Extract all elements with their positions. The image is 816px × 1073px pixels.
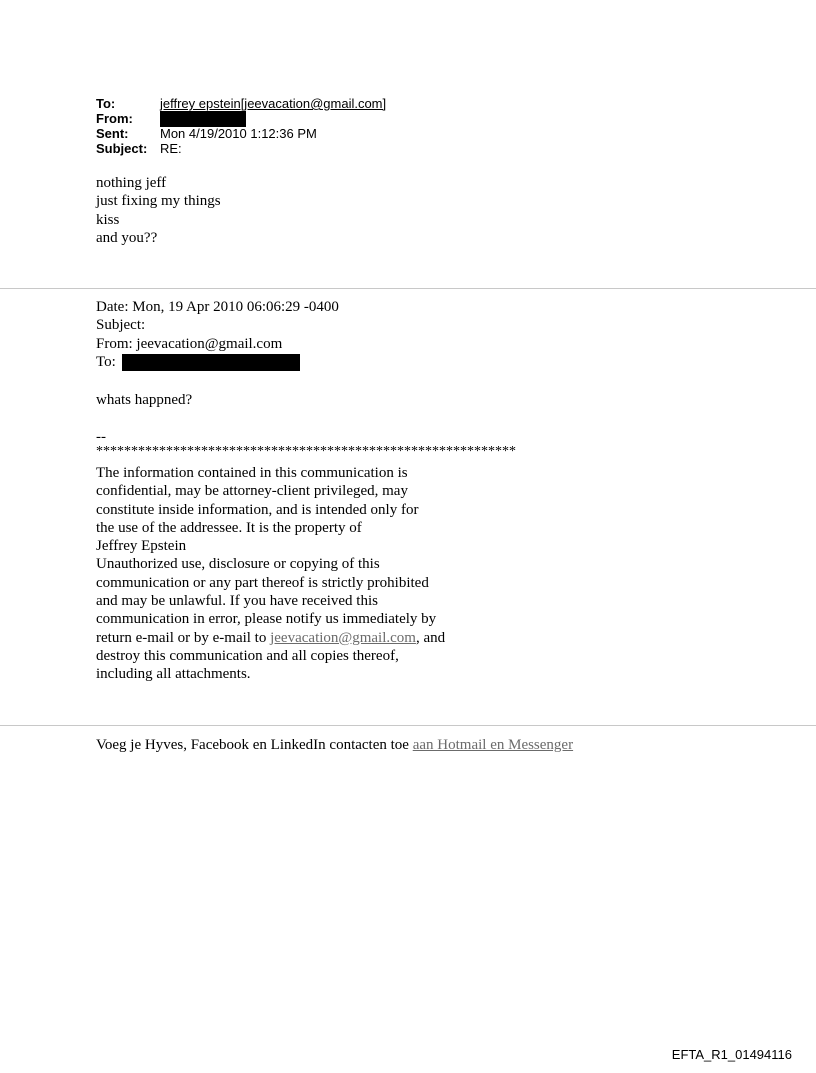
reply-line: just fixing my things	[96, 193, 221, 210]
reply-line: kiss	[96, 211, 120, 228]
disclaimer-line: Unauthorized use, disclosure or copying of this	[96, 556, 380, 573]
divider-bottom	[0, 725, 816, 726]
subject-value: RE:	[160, 141, 182, 156]
document-id: EFTA_R1_01494116	[671, 1047, 792, 1062]
reply-line: and you??	[96, 229, 158, 246]
signature-dashes: --	[96, 429, 106, 445]
sent-value: Mon 4/19/2010 1:12:36 PM	[160, 126, 317, 141]
promo-link[interactable]: aan Hotmail en Messenger	[412, 737, 574, 753]
disclaimer-line: communication in error, please notify us immediately by	[96, 611, 437, 628]
to-redaction	[122, 354, 300, 371]
quoted-message: whats happned?	[96, 392, 193, 408]
disclaimer-line: and may be unlawful. If you have received this	[96, 593, 378, 610]
disclaimer	[96, 464, 445, 684]
to-label: To:	[96, 96, 116, 111]
quoted-to: To:	[96, 353, 116, 370]
disclaimer-line: The information contained in this communication is	[96, 465, 408, 481]
reply-body	[96, 174, 221, 247]
email-link[interactable]: jeevacation@gmail.com	[270, 629, 416, 646]
from-label: From:	[96, 111, 133, 126]
disclaimer-line: including all attachments.	[96, 666, 251, 683]
to-value: jeffrey epstein[jeevacation@gmail.com]	[160, 96, 387, 111]
sent-label: Sent:	[96, 126, 129, 141]
disclaimer-line: Jeffrey Epstein	[96, 538, 187, 555]
subject-label: Subject:	[96, 141, 148, 156]
disclaimer-line: the use of the addressee. It is the property of	[96, 519, 362, 536]
disclaimer-line: constitute inside information, and is intended only for	[96, 501, 419, 518]
return-text-post: , and	[415, 629, 446, 646]
promo-line	[96, 737, 573, 754]
signature-stars: ************************************************************	[96, 444, 516, 459]
disclaimer-line: communication or any part thereof is strictly prohibited	[96, 574, 429, 591]
quoted-subject: Subject:	[96, 317, 146, 334]
quoted-date: Date: Mon, 19 Apr 2010 06:06:29 -0400	[96, 299, 339, 315]
disclaimer-line-return	[96, 629, 445, 647]
disclaimer-line: destroy this communication and all copies thereof,	[96, 647, 399, 664]
return-text-pre: return e-mail or by e-mail to	[96, 629, 271, 646]
quoted-from: From: jeevacation@gmail.com	[96, 335, 283, 352]
from-redaction	[160, 111, 246, 127]
reply-line: nothing jeff	[96, 175, 167, 191]
divider-top	[0, 288, 816, 289]
disclaimer-line: confidential, may be attorney-client privileged, may	[96, 483, 408, 500]
promo-text: Voeg je Hyves, Facebook en LinkedIn contacten toe	[96, 737, 413, 753]
